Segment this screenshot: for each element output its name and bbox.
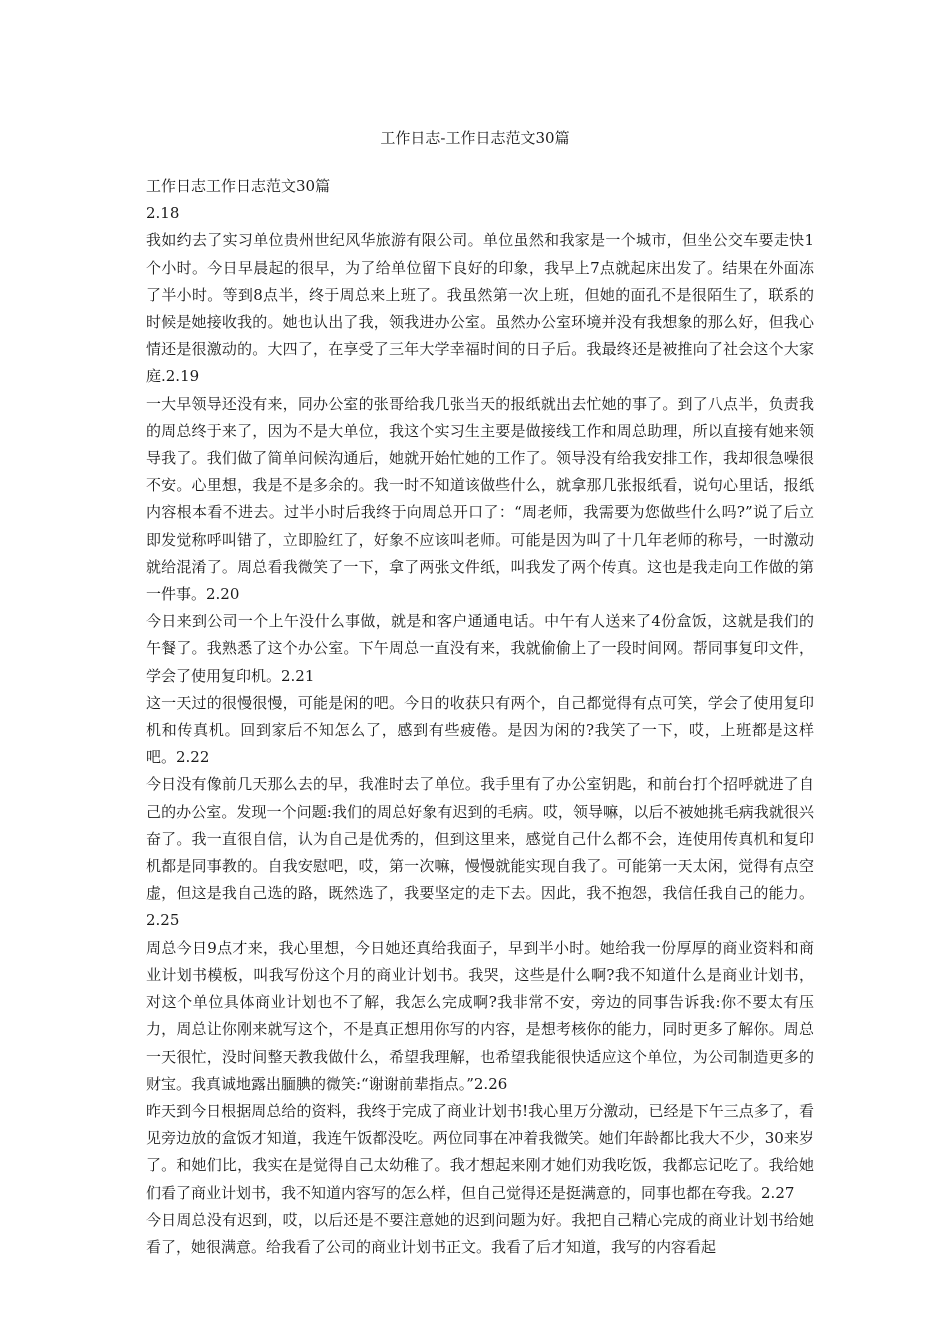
paragraph: 一大早领导还没有来，同办公室的张哥给我几张当天的报纸就出去忙她的事了。到了八点半，负责我的周总终于来了，因为不是大单位，我这个实习生主要是做接线工作和周总助理，所以直接有她来领导我了。我们做了简单问候沟通后，她就开始忙她的工作了。领导没有给我安排工作，我却很急噪很不安。心里想，我是不是多余的。我一时不知道该做些什么，就拿那几张报纸看，说句心里话，报纸内容根本看不进去。过半小时后我终于向周总开口了：“周老师，我需要为您做些什么吗?”说了后立即发觉称呼叫错了，立即脸红了，好象不应该叫老师。可能是因为叫了十几年老师的称号，一时激动就给混淆了。周总看我微笑了一下，拿了两张文件纸，叫我发了两个传真。这也是我走向工作做的第一件事。2.20: [146, 394, 814, 604]
document-subtitle: 工作日志工作日志范文30篇: [146, 177, 331, 195]
paragraph: 我如约去了实习单位贵州世纪风华旅游有限公司。单位虽然和我家是一个城市，但坐公交车要走快1个小时。今日早晨起的很早，为了给单位留下良好的印象，我早上7点就起床出发了。结果在外面冻了半小时。等到8点半，终于周总来上班了。我虽然第一次上班，但她的面孔不是很陌生了，联系的时候是她接收我的。她也认出了我，领我进办公室。虽然办公室环境并没有我想象的那么好，但我心情还是很激动的。大四了，在享受了三年大学幸福时间的日子后。我最终还是被推向了社会这个大家庭.2.19: [146, 231, 814, 386]
paragraph: 昨天到今日根据周总给的资料，我终于完成了商业计划书!我心里万分激动，已经是下午三点多了，看见旁边放的盒饭才知道，我连午饭都没吃。两位同事在冲着我微笑。她们年龄都比我大不少，30来岁了。和她们比，我实在是觉得自己太幼稚了。我才想起来刚才她们劝我吃饭，我都忘记吃了。我给她们看了商业计划书，我不知道内容写的怎么样，但自己觉得还是挺满意的，同事也都在夸我。2.27: [146, 1101, 814, 1202]
document-body: [146, 173, 814, 1261]
paragraph: 今日来到公司一个上午没什么事做，就是和客户通通电话。中午有人送来了4份盒饭，这就是我们的午餐了。我熟悉了这个办公室。下午周总一直没有来，我就偷偷上了一段时间网。帮同事复印文件，学会了使用复印机。2.21: [146, 612, 814, 685]
paragraph: 今日周总没有迟到，哎，以后还是不要注意她的迟到问题为好。我把自己精心完成的商业计划书给她看了，她很满意。给我看了公司的商业计划书正文。我看了后才知道，我写的内容看起: [146, 1210, 814, 1256]
paragraph: 这一天过的很慢很慢，可能是闲的吧。今日的收获只有两个，自己都觉得有点可笑，学会了使用复印机和传真机。回到家后不知怎么了，感到有些疲倦。是因为闲的?我笑了一下，哎，上班都是这样吧。2.22: [146, 693, 814, 767]
paragraph: 今日没有像前几天那么去的早，我准时去了单位。我手里有了办公室钥匙，和前台打个招呼就进了自己的办公室。发现一个问题:我们的周总好象有迟到的毛病。哎，领导嘛，以后不被她挑毛病我就很兴奋了。我一直很自信，认为自己是优秀的，但到这里来，感觉自己什么都不会，连使用传真机和复印机都是同事教的。自我安慰吧，哎，第一次嘛，慢慢就能实现自我了。可能第一天太闲，觉得有点空虚，但这是我自己选的路，既然选了，我要坚定的走下去。因此，我不抱怨，我信任我自己的能力。2.25: [146, 775, 814, 930]
paragraph: 周总今日9点才来，我心里想，今日她还真给我面子，早到半小时。她给我一份厚厚的商业资料和商业计划书模板，叫我写份这个月的商业计划书。我哭，这些是什么啊?我不知道什么是商业计划书，对这个单位具体商业计划也不了解，我怎么完成啊?我非常不安，旁边的同事告诉我:你不要太有压力，周总让你刚来就写这个，不是真正想用你写的内容，是想考核你的能力，同时更多了解你。周总一天很忙，没时间整天教我做什么，希望我理解，也希望我能很快适应这个单位，为公司制造更多的财宝。我真诚地露出腼腆的微笑:“谢谢前辈指点。”2.26: [146, 938, 814, 1093]
entry-date: 2.18: [146, 204, 180, 223]
document-title: 工作日志-工作日志范文30篇: [380, 129, 570, 147]
